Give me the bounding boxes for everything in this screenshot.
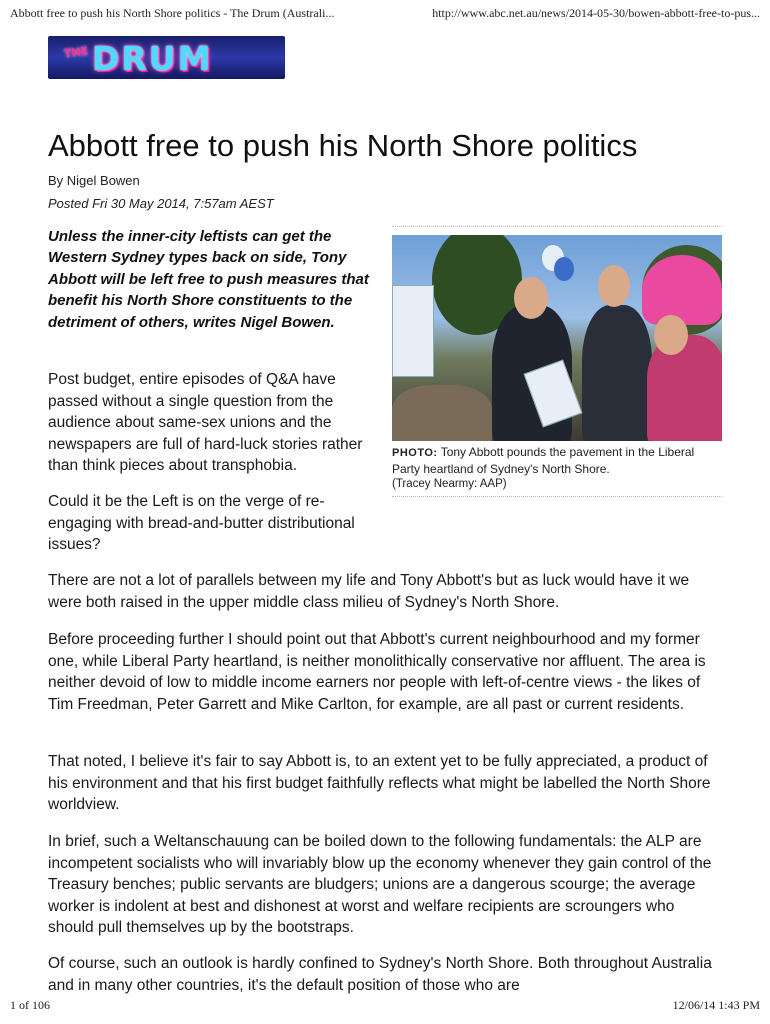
article-figure bbox=[392, 226, 722, 497]
print-header-title: Abbott free to push his North Shore politics - The Drum (Australi... bbox=[10, 6, 335, 20]
print-header bbox=[10, 6, 760, 21]
print-header-url: http://www.abc.net.au/news/2014-05-30/bowen-abbott-free-to-pus... bbox=[432, 6, 760, 20]
article-title: Abbott free to push his North Shore politics bbox=[48, 128, 638, 163]
photo-caption-text: Tony Abbott pounds the pavement in the Liberal Party heartland of Sydney's North Shore. bbox=[392, 445, 695, 476]
article-photo[interactable] bbox=[392, 235, 722, 441]
paragraph-7: Of course, such an outlook is hardly confined to Sydney's North Shore. Both throughout Australia and in many other countries, it's the default position of those who are bbox=[48, 955, 712, 994]
photo-face bbox=[654, 315, 688, 355]
photo-pink-hat bbox=[642, 255, 722, 325]
photo-crowd bbox=[392, 385, 492, 441]
print-footer bbox=[10, 998, 760, 1013]
page-counter: 1 of 106 bbox=[10, 998, 50, 1012]
paragraph-4: Before proceeding further I should point out that Abbott's current neighbourhood and my former one, while Liberal Party heartland, is neither monolithically conservative nor affluent. The area is neither devoid of low to middle income earners nor people with left-of-centre views - the likes of Tim Freedman, Peter Garrett and Mike Carlton, for example, are all past or current residents. bbox=[48, 631, 706, 713]
posted-date: Posted Fri 30 May 2014, 7:57am AEST bbox=[48, 196, 274, 211]
paragraph-3: There are not a lot of parallels between my life and Tony Abbott's but as luck would have it we were both raised in the upper middle class milieu of Sydney's North Shore. bbox=[48, 572, 690, 611]
paragraph-5: That noted, I believe it's fair to say Abbott is, to an extent yet to be fully appreciated, a product of his environment and that his first budget faithfully reflects what might be labelled the North Shore worldview. bbox=[48, 753, 711, 813]
photo-person bbox=[647, 335, 722, 441]
photo-caption bbox=[392, 445, 722, 477]
paragraph-6: In brief, such a Weltanschauung can be boiled down to the following fundamentals: the ALP are incompetent socialists who will invariably blow up the economy whenever they gain control of the Treasury benches; public servants are bludgers; unions are a dangerous scourge; the average worker is indolent at best and dishonest at worst and welfare recipients are scroungers who should pull themselves up by the bootstraps. bbox=[48, 833, 712, 936]
paragraph-2: Could it be the Left is on the verge of re-engaging with bread-and-butter distributional issues? bbox=[48, 493, 355, 553]
photo-balloon bbox=[554, 257, 574, 281]
photo-face bbox=[598, 265, 630, 307]
photo-face bbox=[514, 277, 548, 319]
paragraph-1: Post budget, entire episodes of Q&A have passed without a single question from the audience about same-sex unions and the newspapers are full of hard-luck stories rather than think pieces about transphobia. bbox=[48, 371, 363, 474]
article-lede: Unless the inner-city leftists can get the Western Sydney types back on side, Tony Abbott will be left free to push measures that benefit his North Shore constituents to the detriment of others, writes Nigel Bowen. bbox=[48, 228, 369, 331]
logo-large-text: DRUM bbox=[92, 39, 213, 78]
photo-person bbox=[582, 305, 652, 441]
the-drum-logo[interactable] bbox=[48, 36, 285, 79]
photo-credit: (Tracey Nearmy: AAP) bbox=[392, 478, 507, 490]
byline: By Nigel Bowen bbox=[48, 173, 140, 188]
photo-leaflet bbox=[392, 285, 434, 377]
photo-caption-label: PHOTO: bbox=[392, 447, 438, 459]
logo-small-text: THE bbox=[63, 44, 90, 61]
print-timestamp: 12/06/14 1:43 PM bbox=[672, 998, 760, 1012]
